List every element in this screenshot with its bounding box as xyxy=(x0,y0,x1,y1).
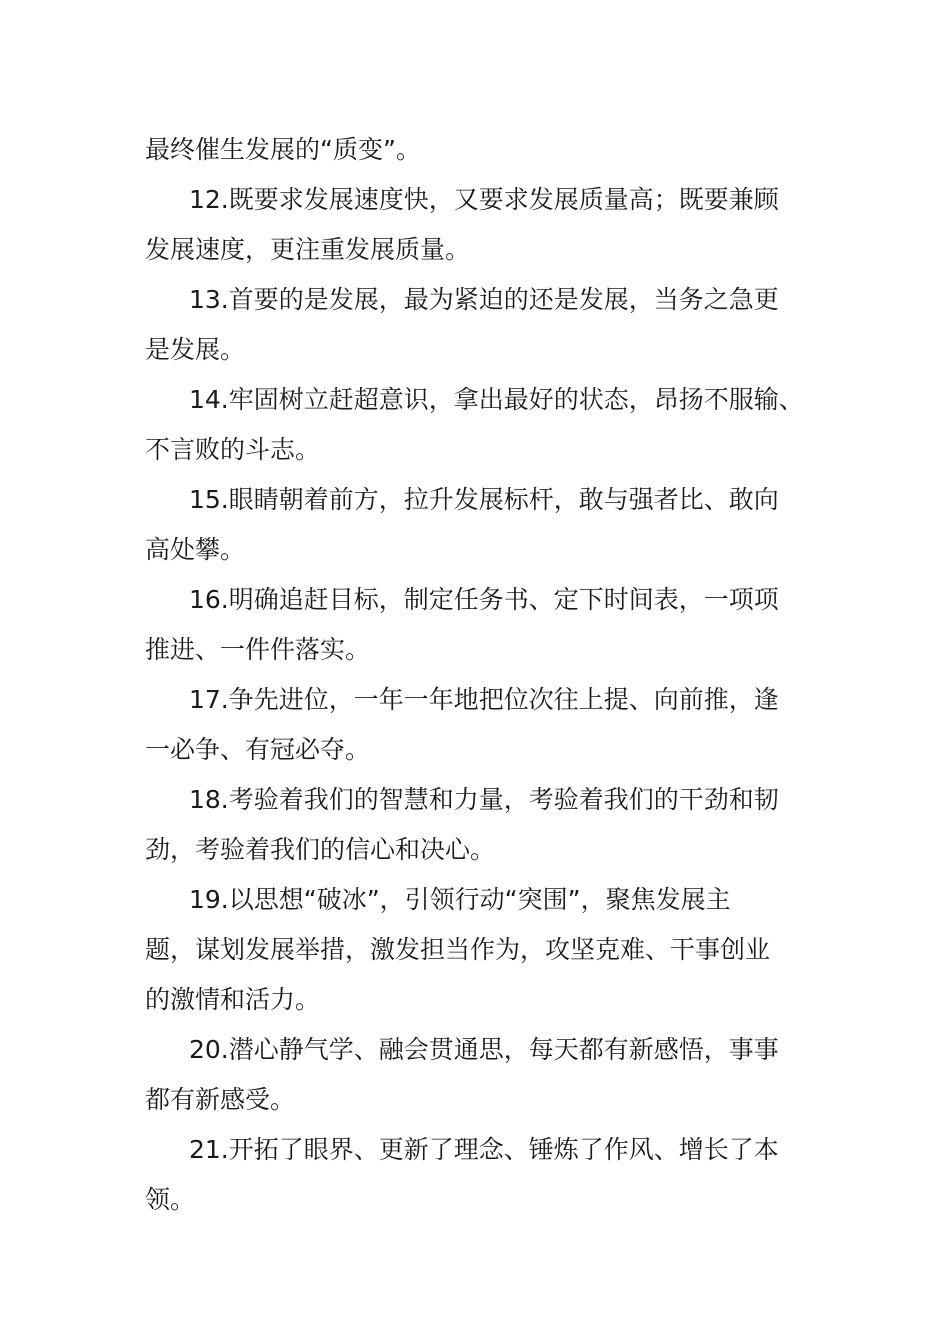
paragraph xyxy=(145,1025,810,1125)
paragraph-line: 不言败的斗志。 xyxy=(145,435,321,464)
paragraph-line: 21.开拓了眼界、更新了理念、锤炼了作风、增长了本 xyxy=(189,1135,779,1164)
paragraph xyxy=(145,875,810,1025)
paragraph-line: 高处攀。 xyxy=(145,535,246,564)
paragraph-line: 领。 xyxy=(145,1185,196,1214)
paragraph-line: 12.既要求发展速度快，又要求发展质量高；既要兼顾 xyxy=(189,185,779,214)
paragraph-line: 20.潜心静气学、融会贯通思，每天都有新感悟，事事 xyxy=(189,1035,779,1064)
paragraph-line: 题，谋划发展举措，激发担当作为，攻坚克难、干事创业 xyxy=(145,935,771,964)
paragraph-line: 15.眼睛朝着前方，拉升发展标杆，敢与强者比、敢向 xyxy=(189,485,779,514)
paragraph xyxy=(145,375,810,475)
document-body xyxy=(145,125,810,1225)
paragraph-line: 18.考验着我们的智慧和力量，考验着我们的干劲和韧 xyxy=(189,785,779,814)
paragraph-line: 16.明确追赶目标，制定任务书、定下时间表，一项项 xyxy=(189,585,779,614)
paragraph xyxy=(145,1125,810,1225)
paragraph-line: 17.争先进位，一年一年地把位次往上提、向前推，逢 xyxy=(189,685,779,714)
paragraph-line: 是发展。 xyxy=(145,335,246,364)
paragraph xyxy=(145,775,810,875)
paragraph-line: 一必争、有冠必夺。 xyxy=(145,735,371,764)
paragraph-line: 14.牢固树立赶超意识，拿出最好的状态，昂扬不服输、 xyxy=(189,385,804,414)
paragraph xyxy=(145,175,810,275)
paragraph-line: 推进、一件件落实。 xyxy=(145,635,371,664)
paragraph-line: 最终催生发展的“质变”。 xyxy=(145,135,421,164)
paragraph-line: 19.以思想“破冰”，引领行动“突围”，聚焦发展主 xyxy=(189,885,731,914)
paragraph xyxy=(145,675,810,775)
paragraph xyxy=(145,275,810,375)
paragraph-line: 劲，考验着我们的信心和决心。 xyxy=(145,835,496,864)
paragraph-line: 的激情和活力。 xyxy=(145,985,321,1014)
paragraph-line: 13.首要的是发展，最为紧迫的还是发展，当务之急更 xyxy=(189,285,779,314)
paragraph-line: 发展速度，更注重发展质量。 xyxy=(145,235,471,264)
paragraph xyxy=(145,125,810,175)
paragraph xyxy=(145,475,810,575)
paragraph-line: 都有新感受。 xyxy=(145,1085,296,1114)
paragraph xyxy=(145,575,810,675)
